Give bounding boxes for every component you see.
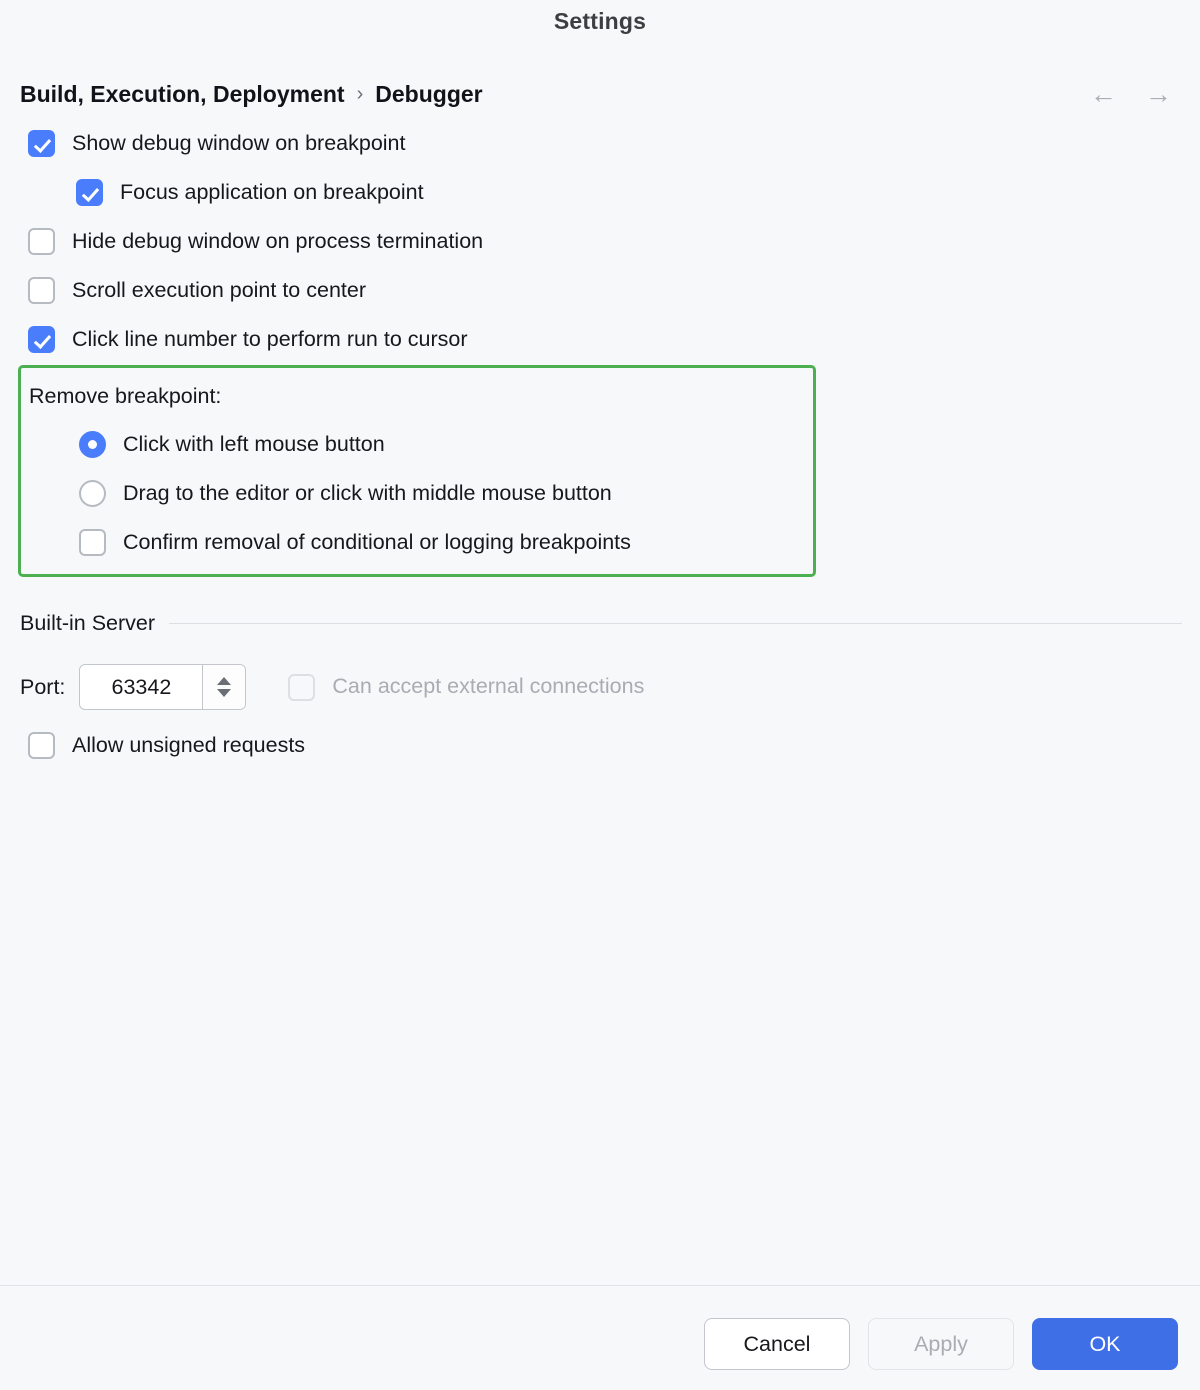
arrow-left-icon[interactable]: ← [1090,79,1117,109]
checkbox-external-connections [288,674,315,701]
breadcrumb-separator-icon: › [356,83,364,105]
chevron-down-icon[interactable] [217,689,231,697]
port-row [0,664,1200,710]
option-row-click-line-number[interactable] [0,326,1200,353]
checkbox-hide-debug-window[interactable] [28,228,55,255]
option-row-focus-application[interactable] [0,179,1200,206]
port-spinner[interactable] [79,664,246,710]
checkbox-scroll-execution-point[interactable] [28,277,55,304]
arrow-right-icon[interactable]: → [1145,79,1172,109]
builtin-server-section-header [0,611,1200,636]
checkbox-click-line-number[interactable] [28,326,55,353]
dialog-title: Settings [553,8,647,34]
radio-remove-drag-or-middle-click[interactable] [79,480,106,507]
ok-button[interactable]: OK [1032,1318,1178,1370]
option-label: Click with left mouse button [123,431,385,456]
option-row-confirm-removal[interactable] [21,529,813,556]
option-label: Allow unsigned requests [72,732,306,757]
checkbox-show-debug-window[interactable] [28,130,55,157]
section-divider [169,623,1182,624]
port-label: Port: [20,674,66,699]
checkbox-confirm-removal[interactable] [79,529,106,556]
option-label: Hide debug window on process termination [72,228,484,253]
breadcrumb-root[interactable]: Build, Execution, Deployment [20,81,345,107]
option-row-remove-drag-or-middle-click[interactable] [21,480,813,507]
option-label: Scroll execution point to center [72,277,366,302]
option-label: Show debug window on breakpoint [72,130,406,155]
option-row-remove-left-click[interactable] [21,431,813,458]
option-row-external-connections [288,674,644,701]
option-label: Drag to the editor or click with middle mouse button [123,480,612,505]
radio-remove-left-click[interactable] [79,431,106,458]
footer-divider [0,1285,1200,1286]
apply-button: Apply [868,1318,1014,1370]
option-label: Focus application on breakpoint [120,179,424,204]
checkbox-focus-application[interactable] [76,179,103,206]
cancel-button[interactable]: Cancel [704,1318,850,1370]
remove-breakpoint-caption: Remove breakpoint: [29,384,222,408]
port-input[interactable] [80,665,202,709]
checkbox-allow-unsigned-requests[interactable] [28,732,55,759]
option-row-scroll-execution-point[interactable] [0,277,1200,304]
option-row-allow-unsigned-requests[interactable] [0,732,1200,759]
option-label: Confirm removal of conditional or logging breakpoints [123,529,631,554]
section-title: Built-in Server [20,611,156,635]
breadcrumb [0,81,1200,108]
spinner-buttons[interactable] [202,665,245,709]
remove-breakpoint-group [18,365,816,577]
option-label: Can accept external connections [332,674,645,699]
chevron-up-icon[interactable] [217,677,231,685]
breadcrumb-current: Debugger [375,81,483,107]
option-label: Click line number to perform run to cursor [72,326,468,351]
option-row-hide-debug-window[interactable] [0,228,1200,255]
option-row-show-debug-window[interactable] [0,130,1200,157]
dialog-footer [704,1318,1178,1370]
